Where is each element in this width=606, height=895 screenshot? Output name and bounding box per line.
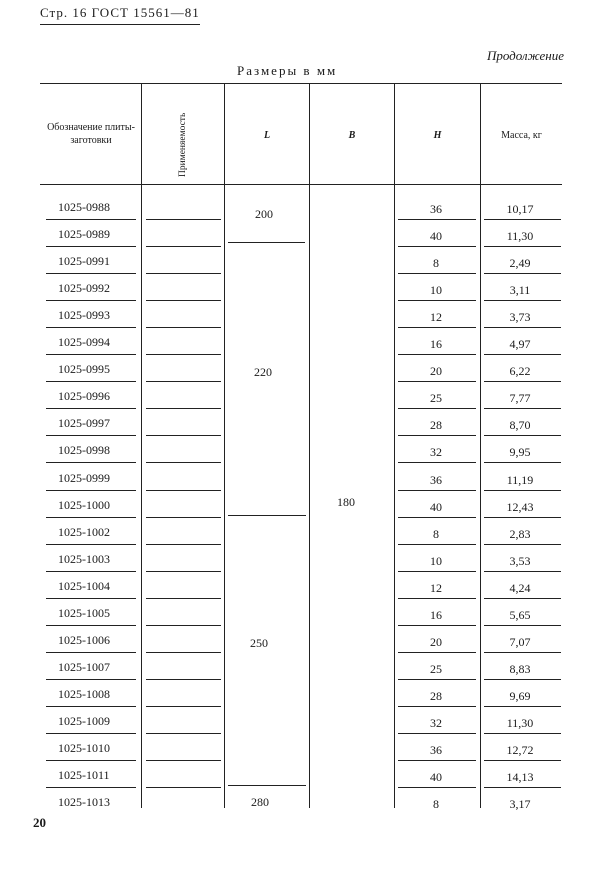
row-underline (146, 273, 221, 274)
L-250-bottom-rule (228, 785, 306, 786)
H-cell: 36 (430, 473, 442, 487)
row-underline (146, 652, 221, 653)
row-underline (46, 544, 136, 545)
row-underline (484, 219, 561, 220)
row-underline (146, 625, 221, 626)
H-cell: 12 (430, 581, 442, 595)
row-underline (146, 679, 221, 680)
H-cell: 36 (430, 743, 442, 757)
row-underline (146, 517, 221, 518)
row-underline (398, 462, 476, 463)
H-cell: 16 (430, 608, 442, 622)
designation-cell: 1025-0999 (58, 471, 110, 485)
header-applicability-text: Применяемость (178, 112, 188, 177)
col-rule-3 (309, 83, 310, 808)
row-underline (398, 354, 476, 355)
row-underline (146, 435, 221, 436)
row-underline (484, 787, 561, 788)
H-cell: 12 (430, 310, 442, 324)
row-underline (484, 517, 561, 518)
H-cell: 8 (433, 797, 439, 811)
designation-cell: 1025-0991 (58, 254, 110, 268)
merged-L-200: 200 (255, 207, 273, 221)
row-underline (146, 787, 221, 788)
row-underline (484, 354, 561, 355)
L-220-bottom-rule (228, 515, 306, 516)
merged-B-180: 180 (337, 495, 355, 509)
row-underline (484, 490, 561, 491)
designation-cell: 1025-1011 (58, 768, 110, 782)
row-underline (46, 652, 136, 653)
col-rule-2 (224, 83, 225, 808)
row-underline (484, 760, 561, 761)
H-cell: 20 (430, 364, 442, 378)
table-title: Размеры в мм (237, 63, 338, 78)
row-underline (46, 300, 136, 301)
mass-cell: 14,13 (506, 770, 534, 784)
H-cell: 28 (430, 418, 442, 432)
designation-cell: 1025-0995 (58, 362, 110, 376)
designation-cell: 1025-1006 (58, 633, 110, 647)
row-underline (484, 706, 561, 707)
running-head-rule (40, 24, 200, 25)
designation-cell: 1025-1013 (58, 795, 110, 809)
table-top-rule (40, 83, 562, 84)
merged-L-220: 220 (254, 365, 272, 379)
row-underline (146, 706, 221, 707)
H-cell: 16 (430, 337, 442, 351)
merged-L-250: 250 (250, 636, 268, 650)
mass-cell: 12,43 (506, 500, 534, 514)
row-underline (484, 381, 561, 382)
row-underline (398, 544, 476, 545)
row-underline (146, 354, 221, 355)
row-underline (398, 246, 476, 247)
row-underline (398, 517, 476, 518)
page-number: 20 (33, 815, 46, 830)
row-underline (146, 490, 221, 491)
row-underline (398, 408, 476, 409)
designation-cell: 1025-0994 (58, 335, 110, 349)
row-underline (484, 571, 561, 572)
mass-cell: 3,17 (509, 797, 531, 811)
row-underline (484, 625, 561, 626)
row-underline (146, 462, 221, 463)
row-underline (46, 679, 136, 680)
row-underline (484, 733, 561, 734)
header-designation: Обозначение плиты-заготовки (47, 122, 135, 146)
row-underline (398, 760, 476, 761)
H-cell: 8 (433, 256, 439, 270)
row-underline (46, 490, 136, 491)
mass-cell: 4,24 (509, 581, 531, 595)
H-cell: 32 (430, 716, 442, 730)
H-cell: 20 (430, 635, 442, 649)
row-underline (146, 300, 221, 301)
mass-cell: 9,69 (509, 689, 531, 703)
mass-cell: 8,70 (509, 418, 531, 432)
header-mass: Масса, кг (501, 130, 542, 141)
H-cell: 25 (430, 662, 442, 676)
mass-cell: 7,77 (509, 391, 531, 405)
mass-cell: 12,72 (506, 743, 534, 757)
row-underline (398, 571, 476, 572)
designation-cell: 1025-0993 (58, 308, 110, 322)
row-underline (146, 381, 221, 382)
designation-cell: 1025-1009 (58, 714, 110, 728)
row-underline (398, 219, 476, 220)
row-underline (146, 760, 221, 761)
H-cell: 40 (430, 500, 442, 514)
H-cell: 8 (433, 527, 439, 541)
row-underline (484, 598, 561, 599)
row-underline (484, 300, 561, 301)
row-underline (46, 517, 136, 518)
designation-cell: 1025-1002 (58, 525, 110, 539)
row-underline (46, 435, 136, 436)
mass-cell: 2,83 (509, 527, 531, 541)
dimensions-table (40, 83, 562, 811)
row-underline (46, 219, 136, 220)
mass-cell: 3,11 (509, 283, 531, 297)
row-underline (146, 408, 221, 409)
designation-cell: 1025-1008 (58, 687, 110, 701)
row-underline (484, 652, 561, 653)
col-rule-1 (141, 83, 142, 808)
row-underline (46, 462, 136, 463)
row-underline (46, 408, 136, 409)
row-underline (398, 273, 476, 274)
row-underline (398, 327, 476, 328)
H-cell: 10 (430, 283, 442, 297)
row-underline (484, 679, 561, 680)
row-underline (484, 435, 561, 436)
H-cell: 28 (430, 689, 442, 703)
row-underline (146, 219, 221, 220)
row-underline (46, 246, 136, 247)
mass-cell: 11,30 (506, 716, 534, 730)
header-bottom-rule (40, 184, 562, 185)
row-underline (484, 462, 561, 463)
row-underline (398, 435, 476, 436)
row-underline (484, 544, 561, 545)
designation-cell: 1025-1003 (58, 552, 110, 566)
H-cell: 10 (430, 554, 442, 568)
row-underline (398, 598, 476, 599)
header-L: L (263, 130, 271, 141)
header-H: H (433, 130, 442, 141)
mass-cell: 5,65 (509, 608, 531, 622)
header-B: B (348, 130, 356, 141)
running-head-text: Стр. 16 ГОСТ 15561—81 (40, 5, 200, 20)
row-underline (46, 273, 136, 274)
row-underline (46, 706, 136, 707)
row-underline (146, 733, 221, 734)
H-cell: 36 (430, 202, 442, 216)
row-underline (398, 787, 476, 788)
row-underline (398, 652, 476, 653)
row-underline (398, 679, 476, 680)
merged-L-280: 280 (251, 795, 269, 809)
row-underline (46, 733, 136, 734)
mass-cell: 11,19 (506, 473, 534, 487)
designation-cell: 1025-0996 (58, 389, 110, 403)
row-underline (398, 300, 476, 301)
H-cell: 40 (430, 229, 442, 243)
row-underline (46, 381, 136, 382)
designation-cell: 1025-1000 (58, 498, 110, 512)
row-underline (398, 490, 476, 491)
designation-cell: 1025-1007 (58, 660, 110, 674)
header-applicability (142, 87, 224, 181)
row-underline (46, 598, 136, 599)
mass-cell: 3,73 (509, 310, 531, 324)
row-underline (146, 327, 221, 328)
mass-cell: 11,30 (506, 229, 534, 243)
designation-cell: 1025-0997 (58, 416, 110, 430)
row-underline (398, 625, 476, 626)
row-underline (398, 733, 476, 734)
mass-cell: 3,53 (509, 554, 531, 568)
designation-cell: 1025-0992 (58, 281, 110, 295)
row-underline (398, 706, 476, 707)
H-cell: 40 (430, 770, 442, 784)
H-cell: 32 (430, 445, 442, 459)
designation-cell: 1025-1004 (58, 579, 110, 593)
row-underline (146, 598, 221, 599)
mass-cell: 8,83 (509, 662, 531, 676)
H-cell: 25 (430, 391, 442, 405)
mass-cell: 2,49 (509, 256, 531, 270)
continuation-label: Продолжение (486, 48, 564, 63)
mass-cell: 4,97 (509, 337, 531, 351)
row-underline (398, 381, 476, 382)
row-underline (46, 327, 136, 328)
row-underline (484, 246, 561, 247)
mass-cell: 6,22 (509, 364, 531, 378)
L-200-bottom-rule (228, 242, 305, 243)
designation-cell: 1025-0989 (58, 227, 110, 241)
row-underline (46, 760, 136, 761)
mass-cell: 7,07 (509, 635, 531, 649)
designation-cell: 1025-0998 (58, 443, 110, 457)
designation-cell: 1025-1010 (58, 741, 110, 755)
row-underline (484, 327, 561, 328)
row-underline (146, 571, 221, 572)
row-underline (484, 273, 561, 274)
row-underline (46, 354, 136, 355)
row-underline (46, 787, 136, 788)
row-underline (484, 408, 561, 409)
designation-cell: 1025-1005 (58, 606, 110, 620)
row-underline (146, 246, 221, 247)
mass-cell: 9,95 (509, 445, 531, 459)
designation-cell: 1025-0988 (58, 200, 110, 214)
mass-cell: 10,17 (506, 202, 534, 216)
row-underline (46, 625, 136, 626)
row-underline (46, 571, 136, 572)
row-underline (146, 544, 221, 545)
